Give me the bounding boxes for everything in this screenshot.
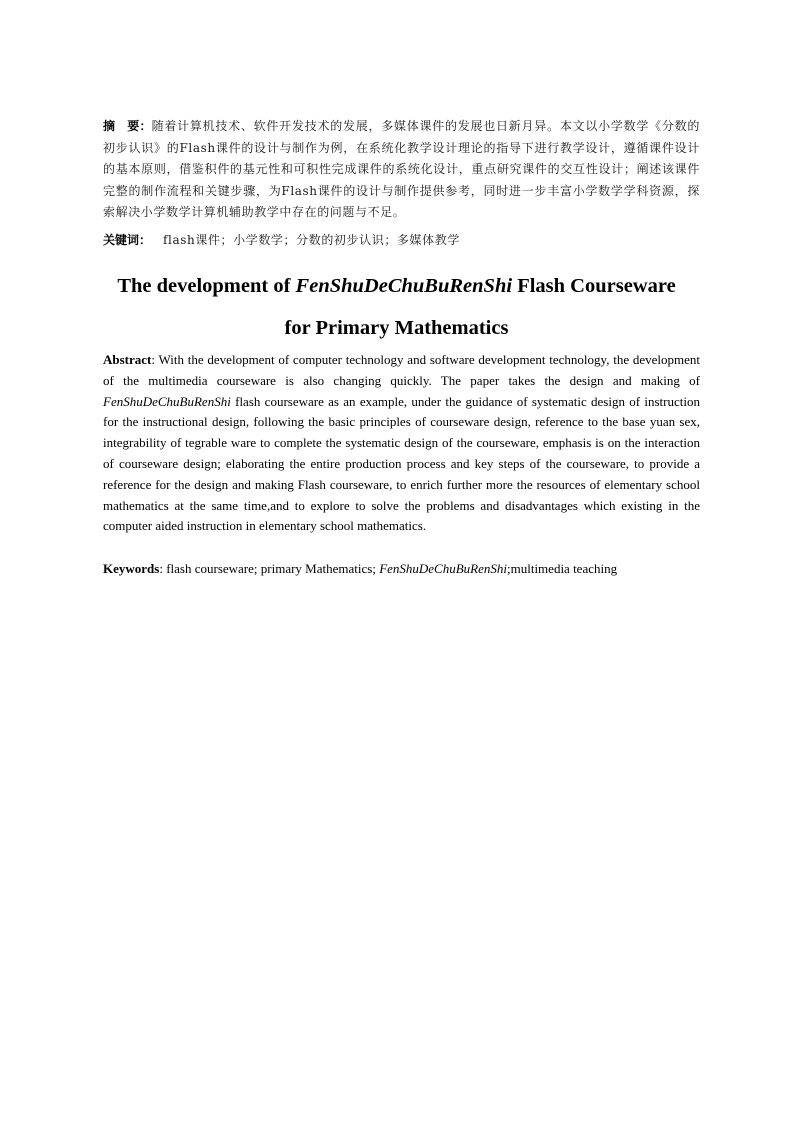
english-title-suffix: Flash Courseware — [512, 275, 676, 297]
chinese-keywords-text: flash课件；小学数学；分数的初步认识；多媒体教学 — [163, 233, 460, 247]
chinese-abstract — [103, 116, 700, 224]
english-abstract-italic-name: FenShuDeChuBuRenShi — [103, 393, 231, 409]
english-title-prefix: The development of — [117, 275, 296, 297]
english-title-line-2: for Primary Mathematics — [284, 317, 509, 339]
english-abstract-label: Abstract — [103, 352, 152, 367]
english-keywords-label: Keywords — [103, 561, 160, 576]
chinese-abstract-text: 随着计算机技术、软件开发技术的发展，多媒体课件的发展也日新月异。本文以小学数学《分数的初步认识》的Flash课件的设计与制作为例，在系统化教学设计理论的指导下进行教学设计，遵循课件设计的基本原则，借鉴积件的基元性和可积性完成课件的系统化设计，重点研究课件的交互性设计；阐述该课件完整的制作流程和关键步骤，为Flash课件的设计与制作提供参考，同时进一步丰富小学数学学科资源，探索解决小学数学计算机辅助教学中存在的问题与不足。 — [103, 119, 700, 220]
english-keywords-text-2: ;multimedia teaching — [507, 561, 618, 576]
english-keywords — [103, 559, 700, 579]
chinese-keywords-label: 关键词： — [103, 233, 152, 247]
english-title-italic-name: FenShuDeChuBuRenShi — [295, 275, 513, 297]
english-title-line-1 — [80, 275, 713, 298]
english-abstract — [103, 350, 700, 537]
english-abstract-text-2: flash courseware as an example, under the guidance of systematic design of instruction for the instructional design, following the basic principles of courseware design, reference to the base yuan sex, integrability of tegrable ware to complete the systematic design of the courseware, emphasis is on the interaction of courseware design; elaborating the entire production process and key steps of the courseware, to provide a reference for the design and making Flash courseware, to enrich further more the resources of elementary school mathematics at the same time,and to explore to solve the problems and disadvantages which existing in the computer aided instruction in elementary school mathematics. — [103, 393, 700, 534]
english-keywords-italic-name: FenShuDeChuBuRenShi — [379, 561, 507, 576]
chinese-abstract-label: 摘 要： — [103, 119, 152, 133]
english-abstract-text-1: : With the development of computer technology and software development technology, the development of the multimedia courseware is also changing quickly. The paper takes the design and making of — [103, 352, 700, 388]
english-keywords-text-1: : flash courseware; primary Mathematics; — [159, 561, 380, 576]
chinese-keywords — [103, 230, 700, 250]
